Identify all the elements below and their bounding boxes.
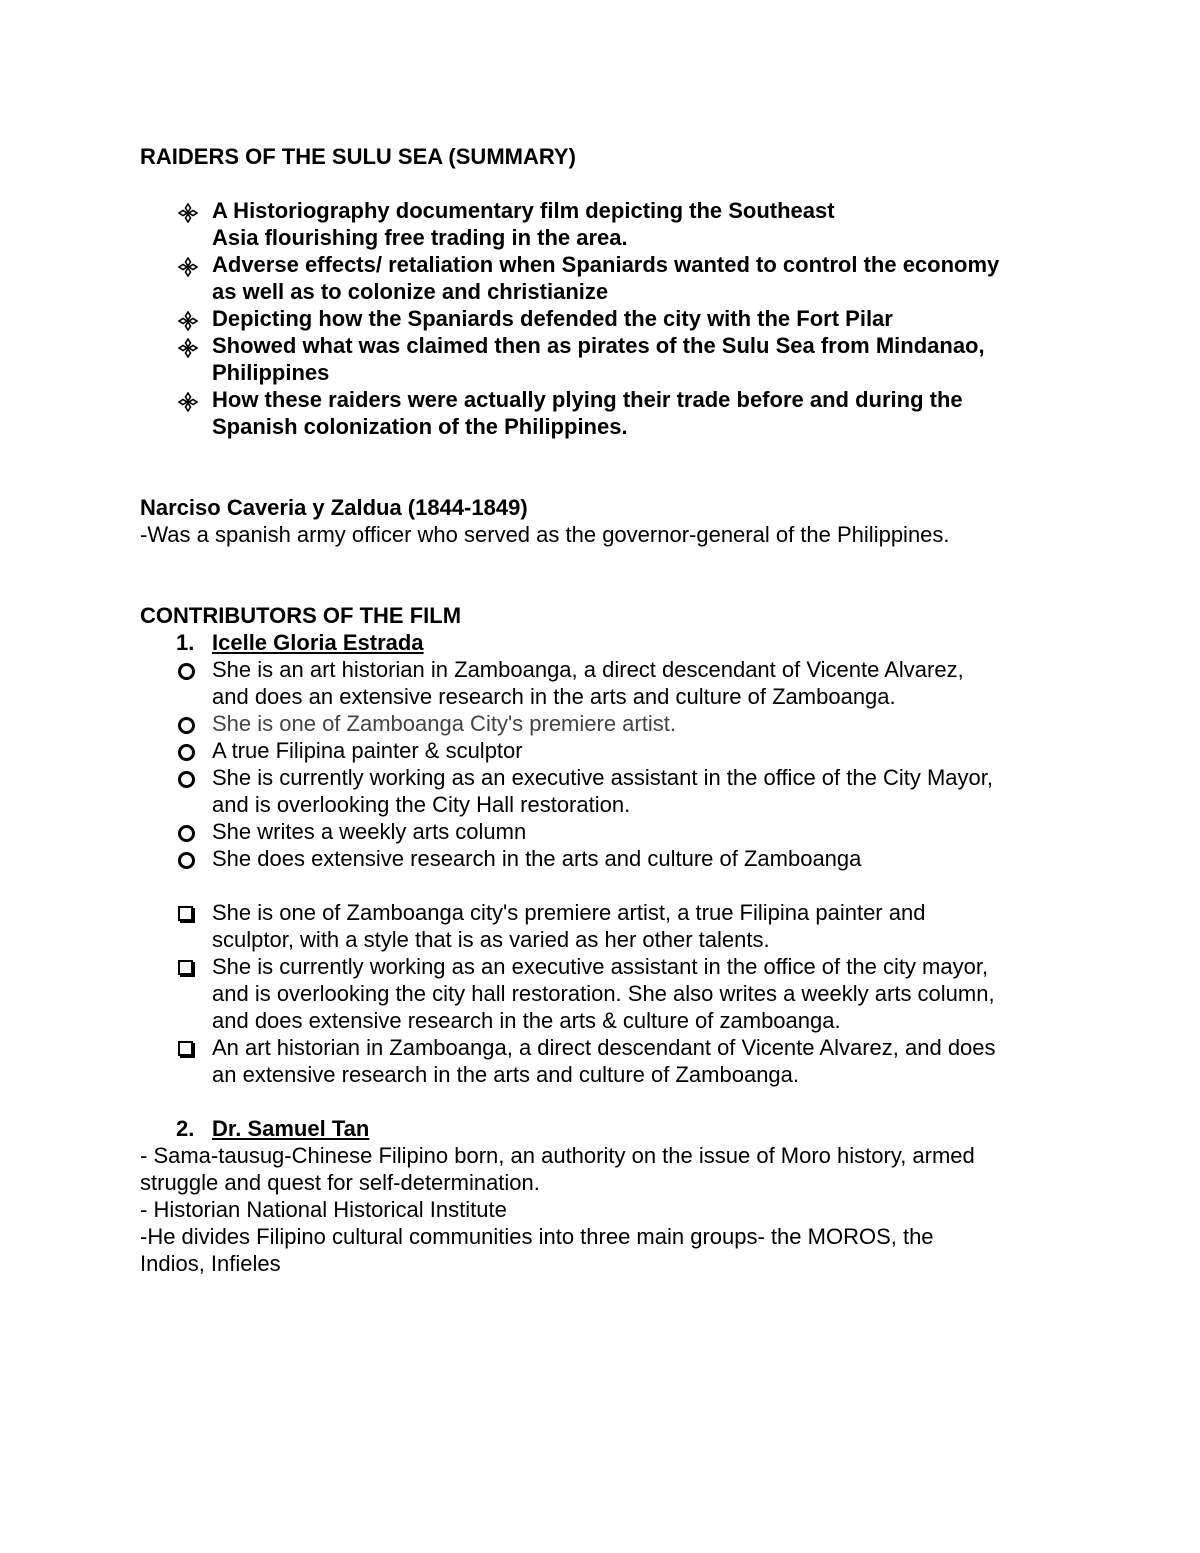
summary-point-5-line-1: How these raiders were actually plying their trade before and during the xyxy=(212,387,963,412)
box-point-3-line-1: An art historian in Zamboanga, a direct descendant of Vicente Alvarez, and does xyxy=(212,1035,996,1060)
summary-point-2-line-1: Adverse effects/ retaliation when Spaniards wanted to control the economy xyxy=(212,252,1000,277)
samuel-tan-line-5: Indios, Infieles xyxy=(140,1251,281,1276)
contributor-name: Icelle Gloria Estrada xyxy=(212,630,424,655)
checkbox-bullet-icon xyxy=(178,960,193,975)
circle-bullet-icon xyxy=(178,663,195,680)
samuel-tan-line-3: - Historian National Historical Institute xyxy=(140,1197,507,1222)
diamond-bullet-icon xyxy=(178,338,198,358)
box-point-2-line-1: She is currently working as an executive assistant in the office of the city mayor, xyxy=(212,954,989,979)
circle-point-4-line-1: She is currently working as an executive assistant in the office of the City Mayor, xyxy=(212,765,993,790)
circle-point-2-line-1: She is one of Zamboanga City's premiere artist. xyxy=(212,711,676,736)
summary-point-2-line-2: as well as to colonize and christianize xyxy=(212,279,609,304)
contributors-heading: CONTRIBUTORS OF THE FILM xyxy=(140,603,462,628)
summary-point-1-line-1: A Historiography documentary film depicting the Southeast xyxy=(212,198,835,223)
box-point-1-line-1: She is one of Zamboanga city's premiere artist, a true Filipina painter and xyxy=(212,900,926,925)
box-point-2-line-2: and is overlooking the city hall restoration. She also writes a weekly arts column, xyxy=(212,981,995,1006)
circle-point-1-line-1: She is an art historian in Zamboanga, a direct descendant of Vicente Alvarez, xyxy=(212,657,964,682)
summary-point-4-line-2: Philippines xyxy=(212,360,330,385)
summary-point-4-line-1: Showed what was claimed then as pirates of the Sulu Sea from Mindanao, xyxy=(212,333,985,358)
checkbox-bullet-icon xyxy=(178,906,193,921)
checkbox-bullet-icon xyxy=(178,1041,193,1056)
circle-bullet-icon xyxy=(178,717,195,734)
box-point-1-line-2: sculptor, with a style that is as varied as her other talents. xyxy=(212,927,770,952)
contributor-name: Dr. Samuel Tan xyxy=(212,1116,370,1141)
box-point-3-line-2: an extensive research in the arts and culture of Zamboanga. xyxy=(212,1062,800,1087)
box-point-2-line-3: and does extensive research in the arts & culture of zamboanga. xyxy=(212,1008,841,1033)
circle-bullet-icon xyxy=(178,771,195,788)
narciso-heading: Narciso Caveria y Zaldua (1844-1849) xyxy=(140,495,528,520)
diamond-bullet-icon xyxy=(178,392,198,412)
summary-point-3-line-1: Depicting how the Spaniards defended the city with the Fort Pilar xyxy=(212,306,893,331)
document-title: RAIDERS OF THE SULU SEA (SUMMARY) xyxy=(140,144,576,169)
circle-point-3-line-1: A true Filipina painter & sculptor xyxy=(212,738,523,763)
circle-point-1-line-2: and does an extensive research in the arts and culture of Zamboanga. xyxy=(212,684,896,709)
contributor-number: 1. xyxy=(176,630,195,655)
circle-point-6-line-1: She does extensive research in the arts and culture of Zamboanga xyxy=(212,846,862,871)
diamond-bullet-icon xyxy=(178,203,198,223)
circle-bullet-icon xyxy=(178,852,195,869)
circle-point-4-line-2: and is overlooking the City Hall restoration. xyxy=(212,792,631,817)
diamond-bullet-icon xyxy=(178,257,198,277)
samuel-tan-line-1: - Sama-tausug-Chinese Filipino born, an authority on the issue of Moro history, armed xyxy=(140,1143,975,1168)
circle-bullet-icon xyxy=(178,825,195,842)
diamond-bullet-icon xyxy=(178,311,198,331)
samuel-tan-line-2: struggle and quest for self-determination. xyxy=(140,1170,540,1195)
summary-point-5-line-2: Spanish colonization of the Philippines. xyxy=(212,414,628,439)
contributor-number: 2. xyxy=(176,1116,195,1141)
samuel-tan-line-4: -He divides Filipino cultural communities into three main groups- the MOROS, the xyxy=(140,1224,934,1249)
circle-point-5-line-1: She writes a weekly arts column xyxy=(212,819,527,844)
narciso-description: -Was a spanish army officer who served as the governor-general of the Philippines. xyxy=(140,522,950,547)
summary-point-1-line-2: Asia flourishing free trading in the area. xyxy=(212,225,628,250)
circle-bullet-icon xyxy=(178,744,195,761)
